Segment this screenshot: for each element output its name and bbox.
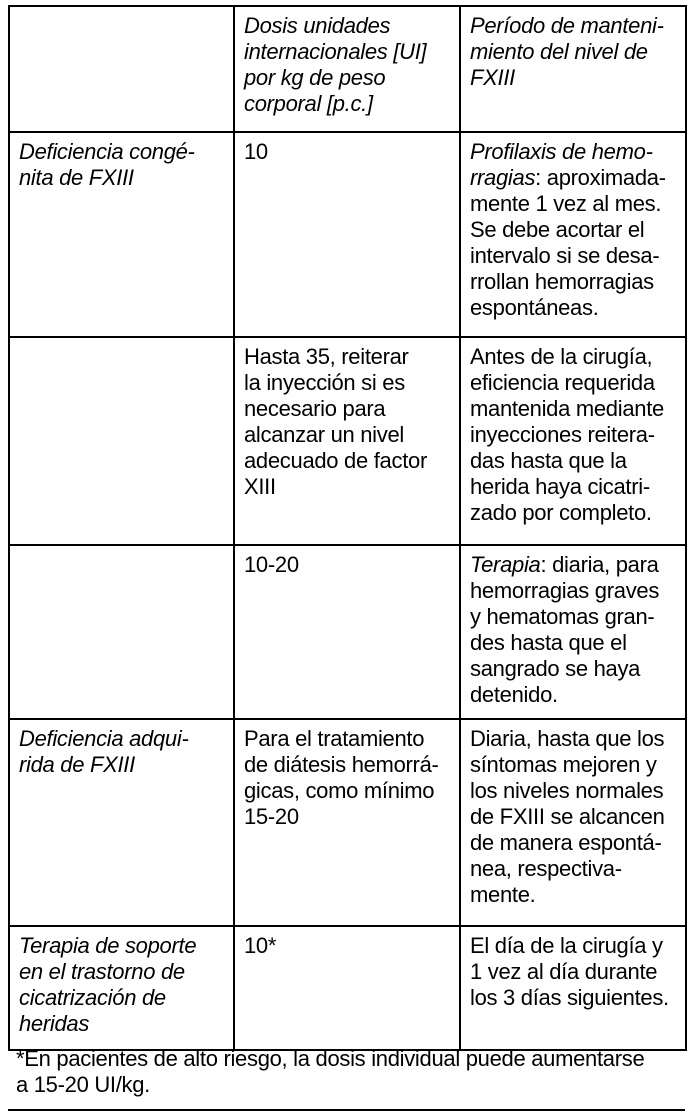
cell-dose: 10-20	[234, 545, 460, 719]
header-cell-indication	[9, 6, 234, 132]
table-row	[9, 337, 686, 545]
cell-dose: 10*	[234, 926, 460, 1050]
header-cell-period: Período de manteni- miento del nivel de FXIII	[460, 6, 686, 132]
cell-indication: Terapia de soporte en el trastorno de cicatrización de heridas	[9, 926, 234, 1050]
table-row	[9, 926, 686, 1050]
table-header-row	[9, 6, 686, 132]
cell-indication: Deficiencia adqui- rida de FXIII	[9, 719, 234, 926]
cell-period: Terapia: diaria, para hemorragias graves y hematomas gran- des hasta que el sangrado se haya detenido.	[460, 545, 686, 719]
cell-period: El día de la cirugía y 1 vez al día durante los 3 días siguientes.	[460, 926, 686, 1050]
header-cell-dose: Dosis unidades internacionales [UI] por kg de peso corporal [p.c.]	[234, 6, 460, 132]
cell-indication	[9, 545, 234, 719]
bottom-rule	[8, 1109, 685, 1111]
footnote: *En pacientes de alto riesgo, la dosis individual puede aumentarse a 15-20 UI/kg.	[16, 1046, 645, 1097]
table-row	[9, 545, 686, 719]
cell-dose: Hasta 35, reiterar la inyección si es necesario para alcanzar un nivel adecuado de factor XIII	[234, 337, 460, 545]
cell-dose: Para el tratamiento de diátesis hemorrá- gicas, como mínimo 15-20	[234, 719, 460, 926]
cell-period: Antes de la cirugía, eficiencia requerida mantenida mediante inyecciones reitera- das hasta que la herida haya cicatri- zado por completo.	[460, 337, 686, 545]
dosing-table	[8, 5, 687, 1051]
cell-dose: 10	[234, 132, 460, 337]
table-row	[9, 719, 686, 926]
cell-indication	[9, 337, 234, 545]
cell-period: Profilaxis de hemo- rragias: aproximada- mente 1 vez al mes. Se debe acortar el intervalo si se desa- rrollan hemorragias espontáneas.	[460, 132, 686, 337]
table-row	[9, 132, 686, 337]
cell-period: Diaria, hasta que los síntomas mejoren y los niveles normales de FXIII se alcancen de manera espontá- nea, respectiva- mente.	[460, 719, 686, 926]
cell-indication: Deficiencia congé- nita de FXIII	[9, 132, 234, 337]
